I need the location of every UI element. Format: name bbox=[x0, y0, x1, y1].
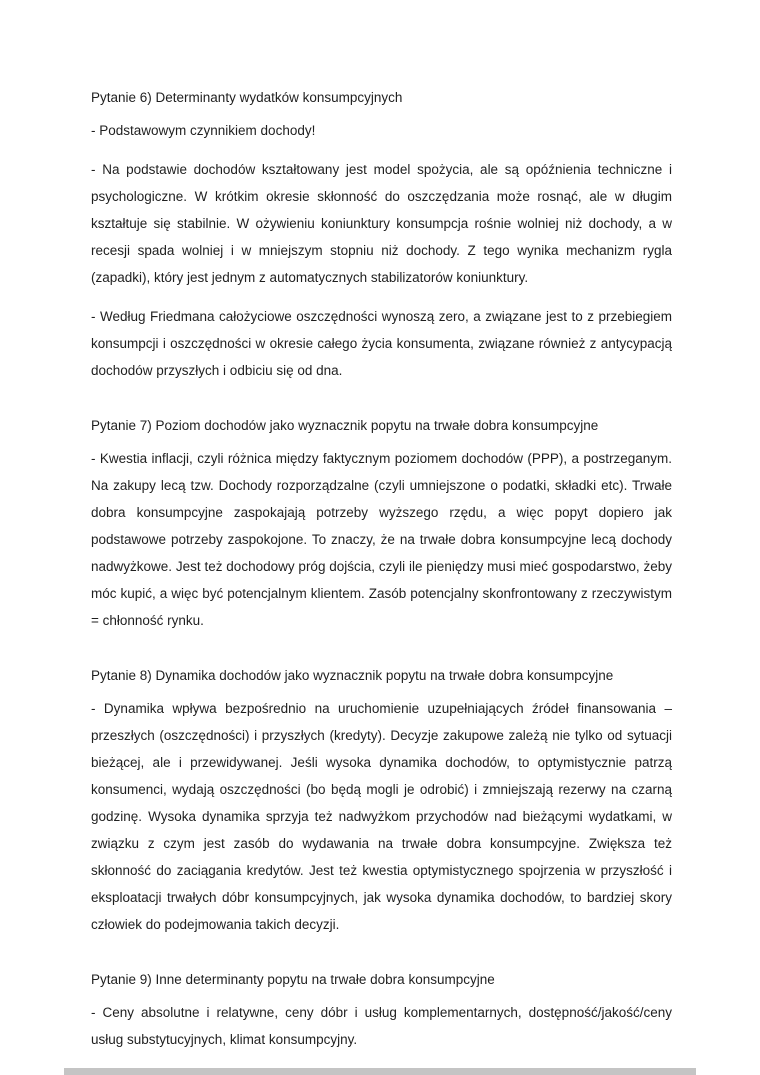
paragraph: - Według Friedmana całożyciowe oszczędności wynoszą zero, a związane jest to z przebiegiem konsumpcji i oszczędności w okresie całego życia konsumenta, związane również z antycypacją dochodów przyszłych i odbiciu się od dna. bbox=[91, 309, 672, 378]
section-pytanie-8 bbox=[91, 662, 672, 938]
section-heading: Pytanie 7) Poziom dochodów jako wyznacznik popytu na trwałe dobra konsumpcyjne bbox=[91, 418, 599, 433]
section-heading: Pytanie 6) Determinanty wydatków konsumpcyjnych bbox=[91, 90, 403, 105]
section-heading: Pytanie 8) Dynamika dochodów jako wyznacznik popytu na trwałe dobra konsumpcyjne bbox=[91, 668, 614, 683]
paragraph: - Ceny absolutne i relatywne, ceny dóbr i usług komplementarnych, dostępność/jakość/ceny usług substytucyjnych, klimat konsumpcyjny. bbox=[91, 1005, 672, 1047]
page-break-shadow bbox=[64, 1068, 696, 1075]
paragraph: - Podstawowym czynnikiem dochody! bbox=[91, 123, 316, 138]
section-pytanie-9 bbox=[91, 966, 672, 1053]
paragraph: - Na podstawie dochodów kształtowany jest model spożycia, ale są opóźnienia techniczne i psychologiczne. W krótkim okresie skłonność do oszczędzania może rosnąć, ale w długim kształtuje się stabilnie. W ożywieniu koniunktury konsumpcja rośnie wolniej niż dochody, a w recesji spada wolniej i w mniejszym stopniu niż dochody. Z tego wynika mechanizm rygla (zapadki), który jest jednym z automatycznych stabilizatorów koniunktury. bbox=[91, 162, 672, 285]
section-pytanie-6 bbox=[91, 84, 672, 384]
section-heading: Pytanie 9) Inne determinanty popytu na trwałe dobra konsumpcyjne bbox=[91, 972, 495, 987]
section-pytanie-7 bbox=[91, 412, 672, 634]
paragraph: - Kwestia inflacji, czyli różnica między faktycznym poziomem dochodów (PPP), a postrzeganym. Na zakupy lecą tzw. Dochody rozporządzalne (czyli umniejszone o podatki, składki etc). Trwałe dobra konsumpcyjne zaspokajają potrzeby wyższego rzędu, a więc popyt dopiero jak podstawowe potrzeby zaspokojone. To znaczy, że na trwałe dobra konsumpcyjne lecą dochody nadwyżkowe. Jest też dochodowy próg dojścia, czyli ile pieniędzy musi mieć gospodarstwo, żeby móc kupić, a więc być potencjalnym klientem. Zasób potencjalny skonfrontowany z rzeczywistym = chłonność rynku. bbox=[91, 451, 672, 628]
paragraph: - Dynamika wpływa bezpośrednio na uruchomienie uzupełniających źródeł finansowania – przeszłych (oszczędności) i przyszłych (kredyty). Decyzje zakupowe zależą nie tylko od sytuacji bieżącej, ale i przewidywanej. Jeśli wysoka dynamika dochodów, to optymistycznie patrzą konsumenci, wydają oszczędności (bo będą mogli je odrobić) i zmniejszają rezerwy na czarną godzinę. Wysoka dynamika sprzyja też nadwyżkom przychodów nad bieżącymi wydatkami, w związku z czym jest zasób do wydawania na trwałe dobra konsumpcyjne. Zwiększa też skłonność do zaciągania kredytów. Jest też kwestia optymistycznego spojrzenia w przyszłość i eksploatacji trwałych dóbr konsumpcyjnych, jak wysoka dynamika dochodów, to bardziej skory człowiek do podejmowania takich decyzji. bbox=[91, 701, 672, 932]
